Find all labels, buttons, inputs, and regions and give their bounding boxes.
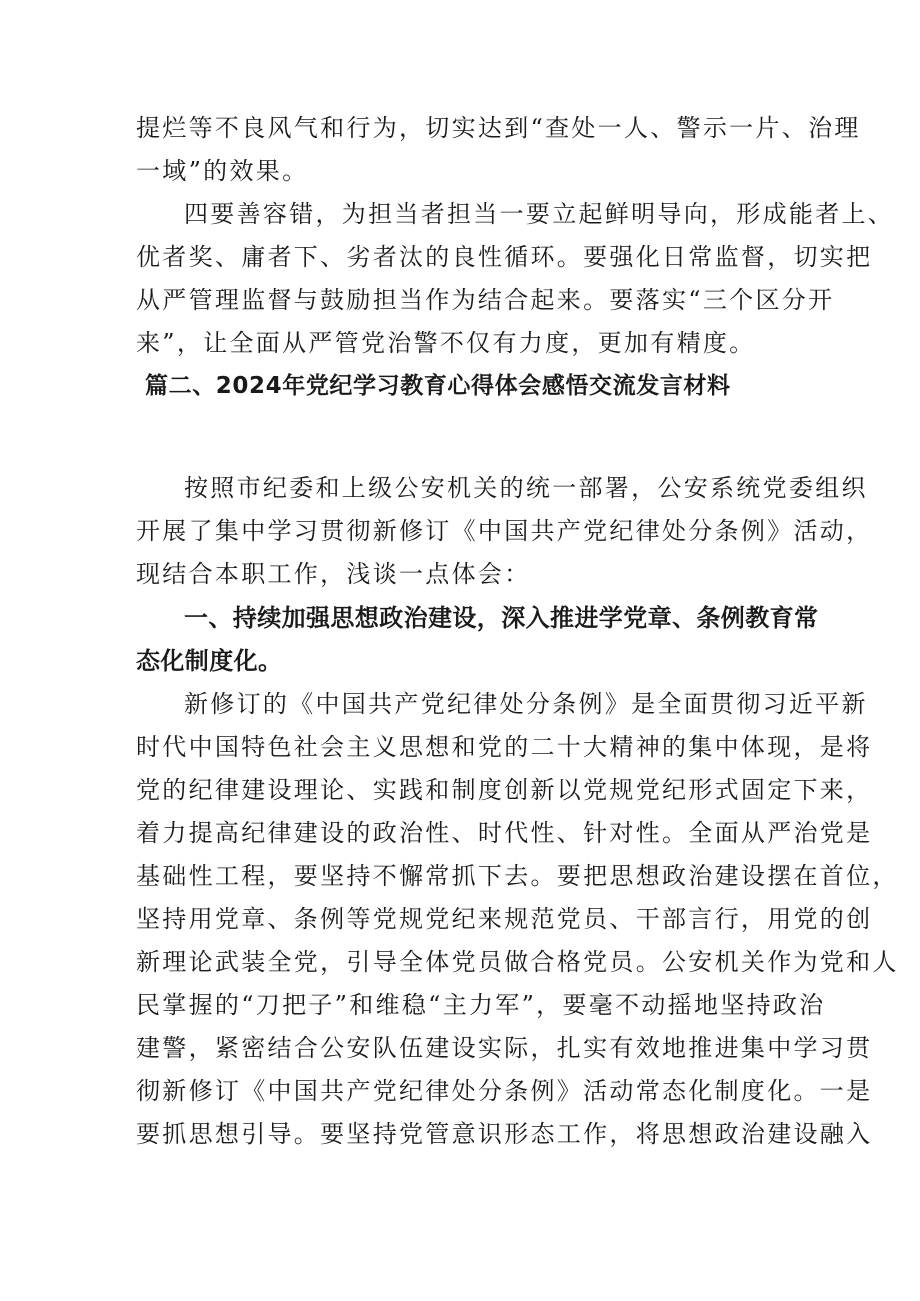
paragraph-line: 提烂等不良风气和行为，切实达到“查处一人、警示一片、治理: [136, 114, 861, 142]
paragraph-line: 着力提高纪律建设的政治性、时代性、针对性。全面从严治党是: [136, 819, 873, 847]
paragraph-line: 新修订的《中国共产党纪律处分条例》是全面贯彻习近平新: [184, 690, 868, 718]
paragraph-line: 现结合本职工作，浅谈一点体会：: [136, 560, 531, 588]
subheading-line: 一、持续加强思想政治建设，深入推进学党章、条例教育常: [184, 604, 819, 632]
paragraph-line: 新理论武装全党，引导全体党员做合格党员。公安机关作为党和人: [136, 948, 899, 976]
paragraph-line: 民掌握的“刀把子”和维稳“主力军”，要毫不动摇地坚持政治: [136, 991, 826, 1019]
section-title: 篇二、2024年党纪学习教育心得体会感悟交流发言材料: [145, 373, 731, 399]
subheading-line: 态化制度化。: [136, 647, 283, 675]
paragraph-line: 优者奖、庸者下、劣者汰的良性循环。要强化日常监督，切实把: [136, 243, 873, 271]
paragraph-line: 基础性工程，要坚持不懈常抓下去。要把思想政治建设摆在首位，: [136, 862, 899, 890]
paragraph-line: 建警，紧密结合公安队伍建设实际，扎实有效地推进集中学习贯: [136, 1034, 873, 1062]
paragraph-line: 四要善容错，为担当者担当一要立起鲜明导向，形成能者上、: [184, 200, 895, 228]
paragraph-line: 一域”的效果。: [136, 157, 309, 185]
paragraph-line: 时代中国特色社会主义思想和党的二十大精神的集中体现，是将: [136, 733, 873, 761]
paragraph-line: 来”，让全面从严管党治警不仅有力度，更加有精度。: [136, 329, 756, 357]
paragraph-line: 开展了集中学习贯彻新修订《中国共产党纪律处分条例》活动，: [136, 517, 873, 545]
paragraph-line: 按照市纪委和上级公安机关的统一部署，公安系统党委组织: [184, 474, 868, 502]
paragraph-line: 坚持用党章、条例等党规党纪来规范党员、干部言行，用党的创: [136, 905, 873, 933]
paragraph-line: 彻新修订《中国共产党纪律处分条例》活动常态化制度化。一是: [136, 1077, 873, 1105]
paragraph-line: 要抓思想引导。要坚持党管意识形态工作，将思想政治建设融入: [136, 1120, 873, 1148]
paragraph-line: 从严管理监督与鼓励担当作为结合起来。要落实“三个区分开: [136, 286, 835, 314]
paragraph-line: 党的纪律建设理论、实践和制度创新以党规党纪形式固定下来，: [136, 776, 873, 804]
